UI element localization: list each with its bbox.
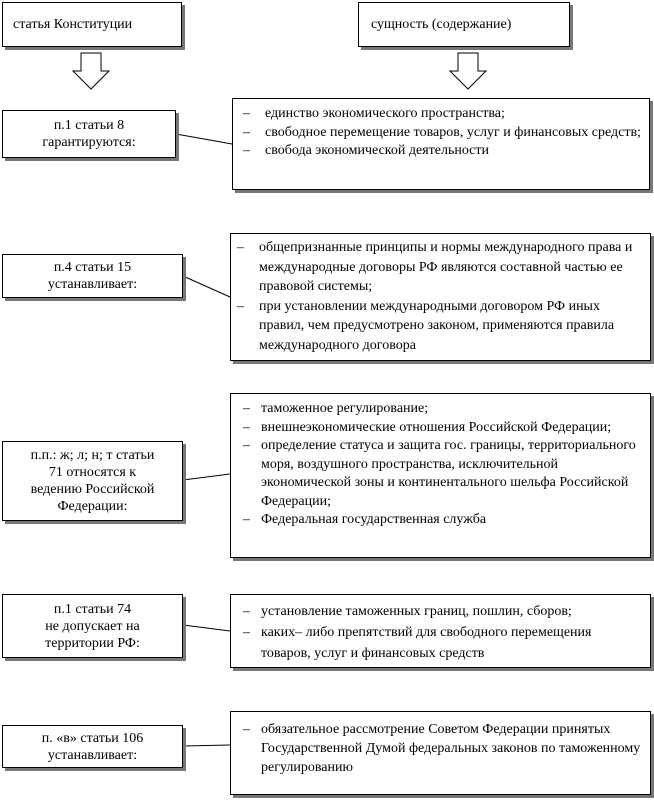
article-box-5 xyxy=(2,725,183,768)
article-line: п.п.: ж; л; н; т статьи xyxy=(30,448,155,463)
article-line: территории РФ: xyxy=(45,635,140,651)
list-item: – свобода экономической деятельности xyxy=(243,143,490,158)
article-box-4 xyxy=(2,594,183,658)
header-essence-label: сущность (содержание) xyxy=(371,17,512,32)
list-item: – внешнеэкономические отношения Российской Федерации; xyxy=(243,419,612,435)
header-article-box xyxy=(2,2,182,47)
article-line: ведению Российской xyxy=(30,482,155,497)
article-line: п.4 статьи 15 xyxy=(53,260,132,275)
essence-box-5 xyxy=(230,711,651,795)
article-box-3 xyxy=(2,441,183,521)
article-line: устанавливает: xyxy=(47,747,138,763)
article-line: 71 относятся к xyxy=(48,465,137,480)
header-essence-box xyxy=(358,2,570,47)
list-item: – свободное перемещение товаров, услуг и финансовых средств; xyxy=(243,124,641,140)
article-box-1 xyxy=(2,110,176,158)
connector-row-1 xyxy=(176,134,232,144)
article-line: устанавливает: xyxy=(47,277,138,292)
connector-row-3 xyxy=(183,474,230,480)
list-item: – таможенное регулирование; xyxy=(243,401,429,416)
essence-box-1 xyxy=(232,98,650,190)
list-item: – определение статуса и защита гос. границы, территориального моря, воздушного пространства, исключительной экономической зоны и континентального шельфа Российской Федерации; xyxy=(243,438,636,509)
list-item: – установление таможенных границ, пошлин, сборов; xyxy=(243,604,572,619)
header-article-label: статья Конституции xyxy=(13,17,133,32)
down-arrow-icon xyxy=(446,51,490,91)
essence-box-3 xyxy=(230,393,651,558)
essence-box-2 xyxy=(230,233,651,361)
connector-row-5 xyxy=(183,745,230,746)
article-line: п.1 статьи 8 xyxy=(53,118,125,133)
article-line: не допускает на xyxy=(45,618,140,634)
article-line: гарантируются: xyxy=(42,135,136,150)
article-line: Федерации: xyxy=(57,499,128,514)
list-item: – при установлении международными договором РФ иных правил, чем предусмотрено законом, применяются правила международного договора xyxy=(237,298,615,353)
list-item: – Федеральная государственная служба xyxy=(243,512,487,527)
list-item: – обязательное рассмотрение Советом Федерации принятых Государственной Думой федеральных законов по таможенному регулированию xyxy=(243,722,641,775)
list-item: – единство экономического пространства; xyxy=(243,106,505,121)
list-item: – каких– либо препятствий для свободного перемещения товаров, услуг и финансовых средств xyxy=(243,625,592,661)
essence-box-4 xyxy=(230,594,651,668)
article-box-2 xyxy=(2,254,183,298)
connector-row-2 xyxy=(183,276,230,297)
connector-row-4 xyxy=(183,625,230,631)
down-arrow-icon xyxy=(69,51,113,91)
article-line: п. «в» статьи 106 xyxy=(41,730,144,746)
list-item: – общепризнанные принципы и нормы международного права и международные договоры РФ являются составной частью ее правовой системы; xyxy=(237,240,633,294)
article-line: п.1 статьи 74 xyxy=(53,601,132,617)
